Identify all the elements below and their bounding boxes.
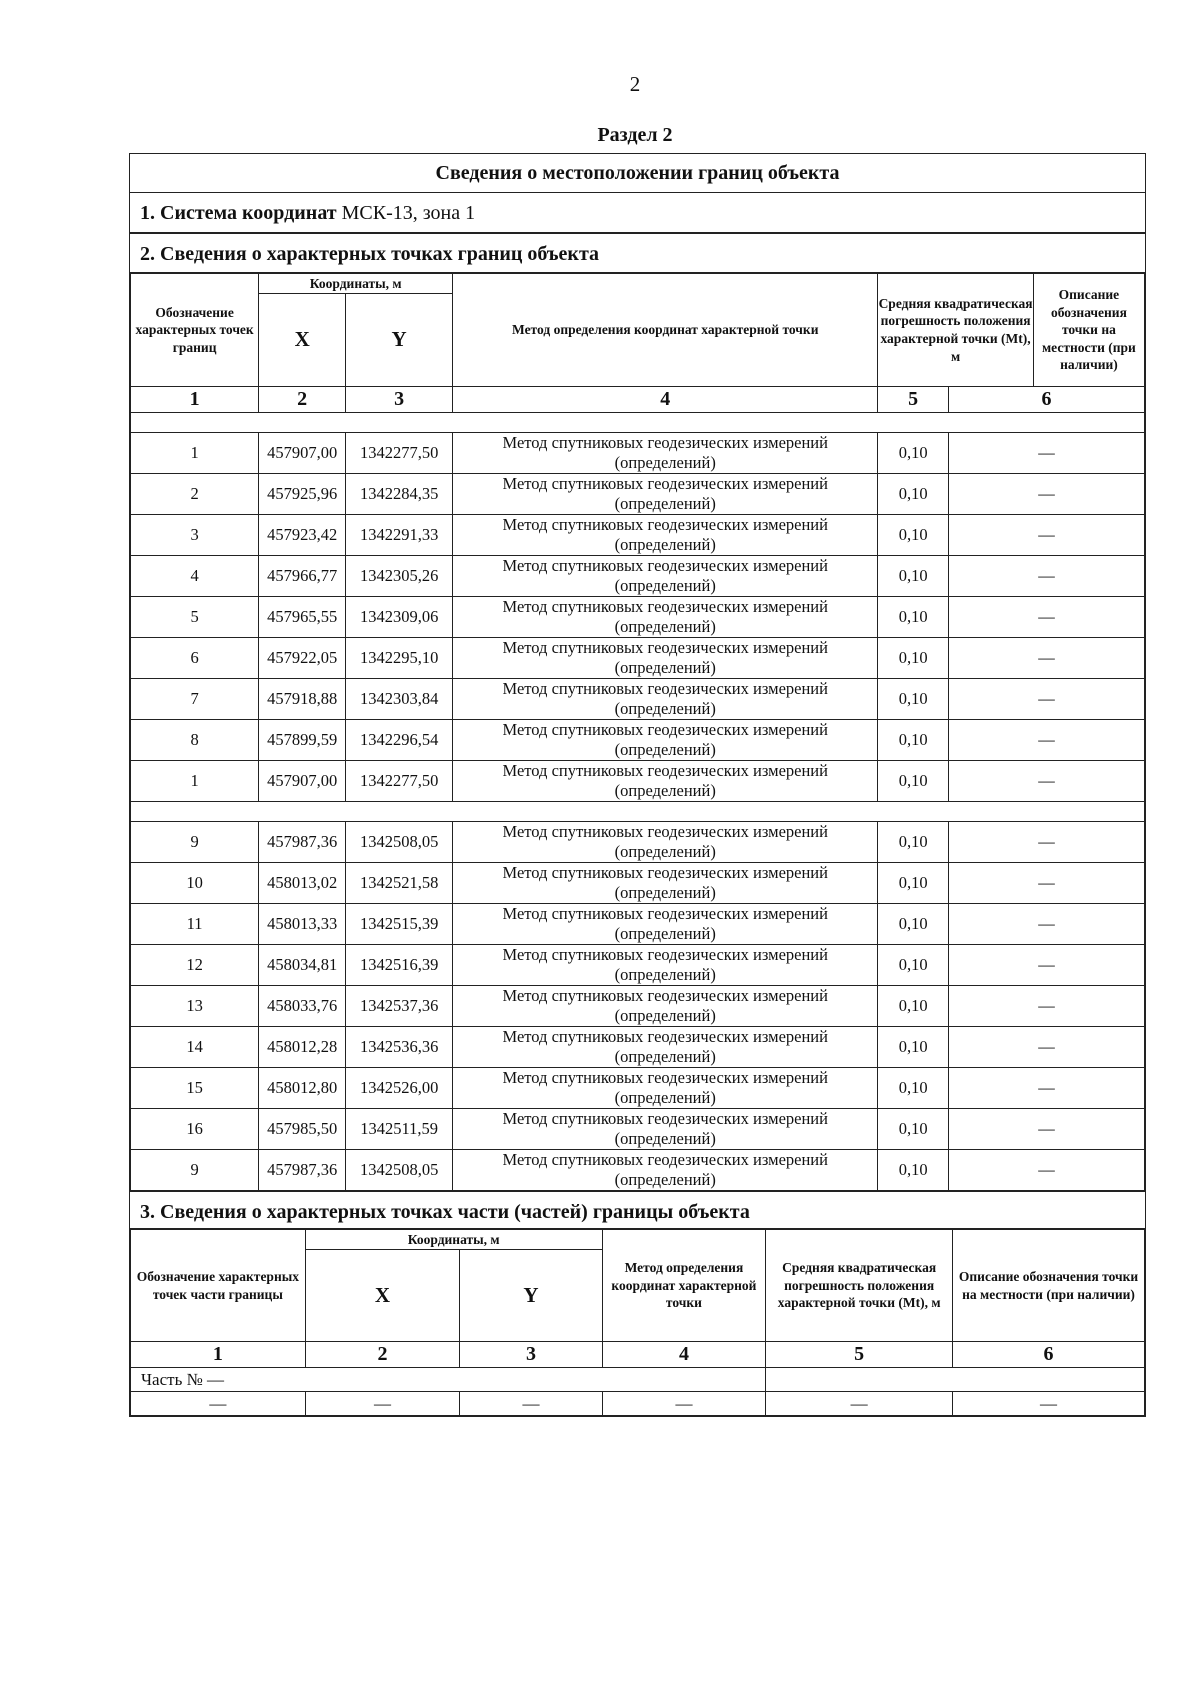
point-description: — xyxy=(949,1109,1145,1150)
point-row xyxy=(131,863,1145,904)
point-method: Метод спутниковых геодезических измерений (определений) xyxy=(453,986,878,1027)
point-error: 0,10 xyxy=(878,597,949,638)
point-row xyxy=(131,986,1145,1027)
point-y: 1342508,05 xyxy=(346,822,453,863)
point-number: 2 xyxy=(131,474,259,515)
point-number: 16 xyxy=(131,1109,259,1150)
point-number: 3 xyxy=(131,515,259,556)
point-row xyxy=(131,1027,1145,1068)
parts-header-method: Метод определения координат характерной точки xyxy=(602,1230,766,1342)
point-description: — xyxy=(949,679,1145,720)
parts-header-y: Y xyxy=(460,1250,602,1342)
block-title: Сведения о местоположении границ объекта xyxy=(130,154,1145,193)
part-label-row xyxy=(131,1368,1145,1392)
point-number: 13 xyxy=(131,986,259,1027)
point-method: Метод спутниковых геодезических измерений (определений) xyxy=(453,761,878,802)
point-description: — xyxy=(949,904,1145,945)
point-y: 1342521,58 xyxy=(346,863,453,904)
point-error: 0,10 xyxy=(878,638,949,679)
point-error: 0,10 xyxy=(878,433,949,474)
point-y: 1342508,05 xyxy=(346,1150,453,1191)
point-error: 0,10 xyxy=(878,986,949,1027)
col-num: 2 xyxy=(305,1342,460,1368)
point-description: — xyxy=(949,1068,1145,1109)
point-error: 0,10 xyxy=(878,1109,949,1150)
col-num: 3 xyxy=(346,387,453,413)
header-x: X xyxy=(259,294,346,387)
point-number: 12 xyxy=(131,945,259,986)
part-empty-row xyxy=(131,1392,1145,1416)
point-method: Метод спутниковых геодезических измерений (определений) xyxy=(453,863,878,904)
header-coordinates: Координаты, м xyxy=(259,274,453,294)
point-row xyxy=(131,474,1145,515)
point-number: 1 xyxy=(131,761,259,802)
point-method: Метод спутниковых геодезических измерений (определений) xyxy=(453,679,878,720)
point-method: Метод спутниковых геодезических измерений (определений) xyxy=(453,720,878,761)
point-y: 1342511,59 xyxy=(346,1109,453,1150)
point-description: — xyxy=(949,1150,1145,1191)
point-row xyxy=(131,720,1145,761)
point-description: — xyxy=(949,1027,1145,1068)
point-row xyxy=(131,1109,1145,1150)
point-method: Метод спутниковых геодезических измерений (определений) xyxy=(453,1109,878,1150)
col-num: 3 xyxy=(460,1342,602,1368)
point-description: — xyxy=(949,986,1145,1027)
point-y: 1342526,00 xyxy=(346,1068,453,1109)
point-x: 458013,02 xyxy=(259,863,346,904)
point-number: 1 xyxy=(131,433,259,474)
point-method: Метод спутниковых геодезических измерений (определений) xyxy=(453,822,878,863)
parts-header-coordinates: Координаты, м xyxy=(305,1230,602,1250)
col-num: 6 xyxy=(949,387,1145,413)
point-row xyxy=(131,904,1145,945)
parts-header-designation: Обозначение характерных точек части границы xyxy=(131,1230,306,1342)
boundary-info-frame xyxy=(129,153,1146,1417)
point-method: Метод спутниковых геодезических измерений (определений) xyxy=(453,556,878,597)
group-separator xyxy=(131,413,1145,433)
point-error: 0,10 xyxy=(878,1150,949,1191)
point-x: 457987,36 xyxy=(259,822,346,863)
point-method: Метод спутниковых геодезических измерений (определений) xyxy=(453,1027,878,1068)
point-x: 457965,55 xyxy=(259,597,346,638)
part-cell: — xyxy=(131,1392,306,1416)
point-x: 457925,96 xyxy=(259,474,346,515)
point-description: — xyxy=(949,863,1145,904)
point-number: 10 xyxy=(131,863,259,904)
point-x: 457899,59 xyxy=(259,720,346,761)
point-method: Метод спутниковых геодезических измерений (определений) xyxy=(453,638,878,679)
point-description: — xyxy=(949,597,1145,638)
header-error: Средняя квадратическая погрешность положения характерной точки (Mt), м xyxy=(878,274,1033,386)
coord-system-label: 1. Система координат xyxy=(140,202,337,224)
group-separator xyxy=(131,802,1145,822)
point-number: 9 xyxy=(131,822,259,863)
parts-header-error: Средняя квадратическая погрешность положения характерной точки (Mt), м xyxy=(766,1230,953,1342)
point-error: 0,10 xyxy=(878,1068,949,1109)
point-row xyxy=(131,1150,1145,1191)
part-label: Часть № — xyxy=(131,1368,766,1392)
point-x: 457907,00 xyxy=(259,433,346,474)
point-y: 1342291,33 xyxy=(346,515,453,556)
col-num: 4 xyxy=(453,387,878,413)
point-x: 457923,42 xyxy=(259,515,346,556)
point-error: 0,10 xyxy=(878,761,949,802)
point-method: Метод спутниковых геодезических измерений (определений) xyxy=(453,1068,878,1109)
parts-table xyxy=(130,1229,1145,1416)
point-method: Метод спутниковых геодезических измерений (определений) xyxy=(453,474,878,515)
point-row xyxy=(131,556,1145,597)
point-row xyxy=(131,822,1145,863)
point-x: 457907,00 xyxy=(259,761,346,802)
point-error: 0,10 xyxy=(878,904,949,945)
point-description: — xyxy=(949,556,1145,597)
points-table xyxy=(130,273,1145,1191)
point-description: — xyxy=(949,720,1145,761)
point-description: — xyxy=(949,638,1145,679)
point-description: — xyxy=(949,761,1145,802)
point-number: 9 xyxy=(131,1150,259,1191)
point-error: 0,10 xyxy=(878,1027,949,1068)
part-cell: — xyxy=(766,1392,953,1416)
point-method: Метод спутниковых геодезических измерений (определений) xyxy=(453,515,878,556)
point-error: 0,10 xyxy=(878,822,949,863)
point-x: 458033,76 xyxy=(259,986,346,1027)
col-num: 6 xyxy=(953,1342,1145,1368)
point-y: 1342284,35 xyxy=(346,474,453,515)
point-method: Метод спутниковых геодезических измерений (определений) xyxy=(453,433,878,474)
col-num: 4 xyxy=(602,1342,766,1368)
point-row xyxy=(131,761,1145,802)
page-number: 2 xyxy=(629,72,641,96)
point-row xyxy=(131,945,1145,986)
point-number: 11 xyxy=(131,904,259,945)
point-description: — xyxy=(949,945,1145,986)
point-row xyxy=(131,433,1145,474)
point-row xyxy=(131,1068,1145,1109)
point-number: 15 xyxy=(131,1068,259,1109)
header-designation: Обозначение характерных точек границ xyxy=(131,274,259,387)
point-method: Метод спутниковых геодезических измерений (определений) xyxy=(453,1150,878,1191)
point-x: 457987,36 xyxy=(259,1150,346,1191)
point-method: Метод спутниковых геодезических измерений (определений) xyxy=(453,904,878,945)
point-error: 0,10 xyxy=(878,720,949,761)
point-row xyxy=(131,638,1145,679)
col-num: 2 xyxy=(259,387,346,413)
point-y: 1342295,10 xyxy=(346,638,453,679)
point-y: 1342305,26 xyxy=(346,556,453,597)
point-y: 1342537,36 xyxy=(346,986,453,1027)
section-title: Раздел 2 xyxy=(597,124,673,146)
point-number: 7 xyxy=(131,679,259,720)
parts-header-x: X xyxy=(305,1250,460,1342)
coord-system-value: МСК-13, зона 1 xyxy=(341,202,476,224)
coord-system-line xyxy=(130,193,1145,233)
points-section-title: 2. Сведения о характерных точках границ объекта xyxy=(130,233,1145,273)
point-error: 0,10 xyxy=(878,474,949,515)
part-cell: — xyxy=(305,1392,460,1416)
point-error: 0,10 xyxy=(878,945,949,986)
point-x: 457966,77 xyxy=(259,556,346,597)
point-y: 1342303,84 xyxy=(346,679,453,720)
point-number: 5 xyxy=(131,597,259,638)
points-header-row-1 xyxy=(131,274,1145,294)
point-row xyxy=(131,597,1145,638)
parts-section-title: 3. Сведения о характерных точках части (частей) границы объекта xyxy=(130,1191,1145,1229)
parts-header-description: Описание обозначения точки на местности (при наличии) xyxy=(953,1230,1145,1342)
point-x: 457985,50 xyxy=(259,1109,346,1150)
point-description: — xyxy=(949,474,1145,515)
point-y: 1342296,54 xyxy=(346,720,453,761)
part-cell: — xyxy=(460,1392,602,1416)
point-error: 0,10 xyxy=(878,679,949,720)
point-error: 0,10 xyxy=(878,863,949,904)
col-num: 1 xyxy=(131,387,259,413)
col-num: 5 xyxy=(878,387,949,413)
point-description: — xyxy=(949,822,1145,863)
point-y: 1342277,50 xyxy=(346,433,453,474)
point-y: 1342516,39 xyxy=(346,945,453,986)
part-cell: — xyxy=(953,1392,1145,1416)
point-y: 1342515,39 xyxy=(346,904,453,945)
point-x: 457918,88 xyxy=(259,679,346,720)
point-y: 1342536,36 xyxy=(346,1027,453,1068)
point-x: 458012,80 xyxy=(259,1068,346,1109)
point-number: 6 xyxy=(131,638,259,679)
point-number: 8 xyxy=(131,720,259,761)
point-number: 4 xyxy=(131,556,259,597)
points-body xyxy=(131,413,1145,1191)
point-description: — xyxy=(949,433,1145,474)
parts-header-row-1 xyxy=(131,1230,1145,1250)
point-y: 1342309,06 xyxy=(346,597,453,638)
part-cell: — xyxy=(602,1392,766,1416)
header-description: Описание обозначения точки на местности (при наличии) xyxy=(1041,287,1136,373)
point-row xyxy=(131,515,1145,556)
points-column-numbers xyxy=(131,387,1145,413)
point-error: 0,10 xyxy=(878,515,949,556)
header-y: Y xyxy=(346,294,453,387)
point-method: Метод спутниковых геодезических измерений (определений) xyxy=(453,597,878,638)
point-number: 14 xyxy=(131,1027,259,1068)
point-y: 1342277,50 xyxy=(346,761,453,802)
point-x: 458034,81 xyxy=(259,945,346,986)
point-x: 458012,28 xyxy=(259,1027,346,1068)
header-method: Метод определения координат характерной точки xyxy=(453,274,878,387)
col-num: 1 xyxy=(131,1342,306,1368)
col-num: 5 xyxy=(766,1342,953,1368)
point-method: Метод спутниковых геодезических измерений (определений) xyxy=(453,945,878,986)
point-error: 0,10 xyxy=(878,556,949,597)
point-x: 458013,33 xyxy=(259,904,346,945)
parts-column-numbers xyxy=(131,1342,1145,1368)
point-description: — xyxy=(949,515,1145,556)
point-x: 457922,05 xyxy=(259,638,346,679)
point-row xyxy=(131,679,1145,720)
